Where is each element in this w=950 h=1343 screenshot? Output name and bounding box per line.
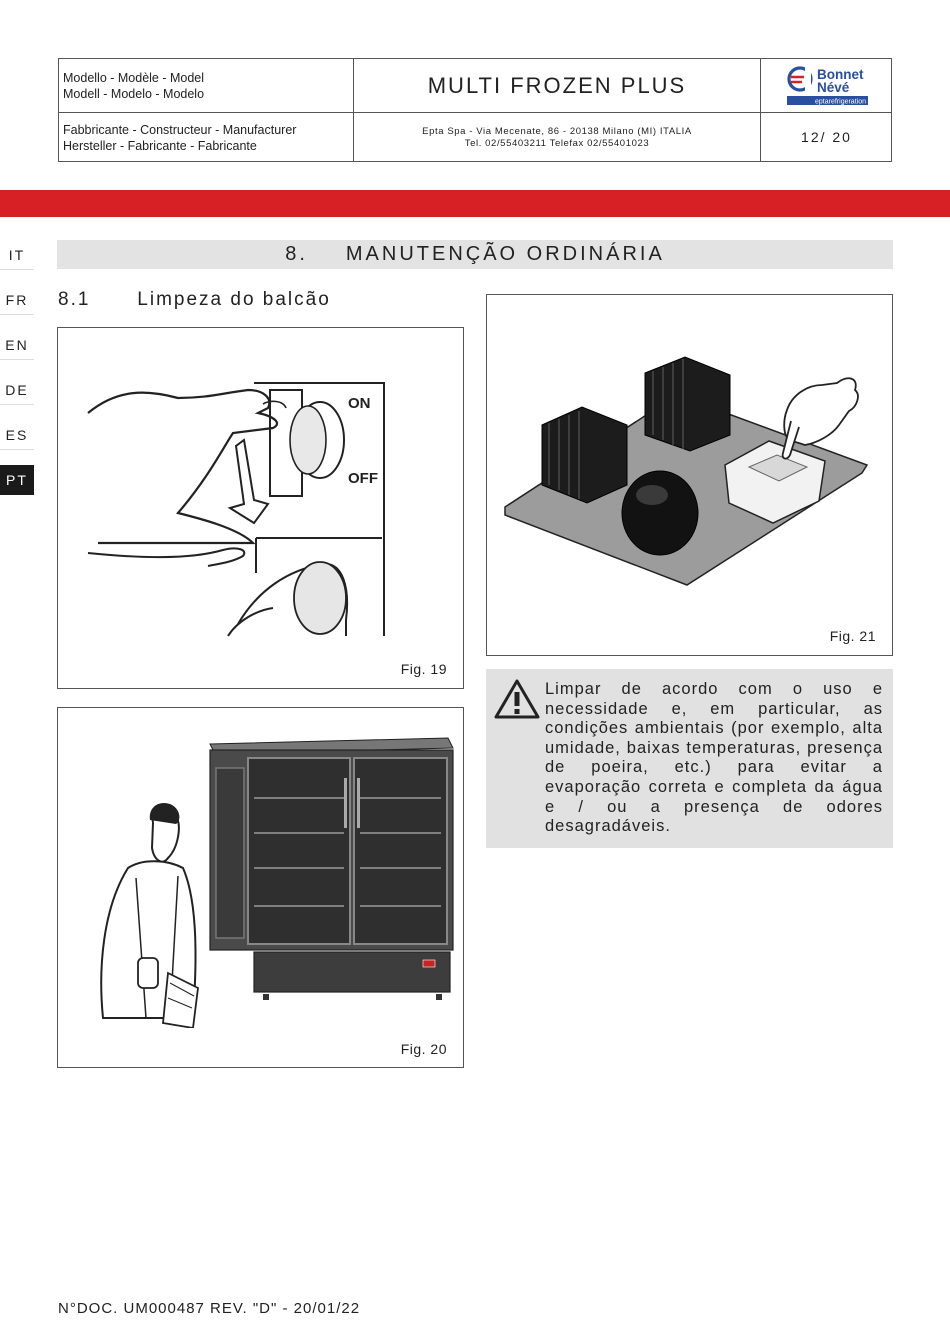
- fig21-caption: Fig. 21: [829, 628, 876, 644]
- fig20-caption: Fig. 20: [400, 1041, 447, 1057]
- lang-tab-en[interactable]: EN: [0, 330, 34, 360]
- figure-21: [486, 294, 893, 656]
- section-title: [57, 240, 893, 269]
- fig19-caption: Fig. 19: [400, 661, 447, 677]
- subsection-title: [58, 289, 331, 311]
- warning-triangle-icon: [493, 678, 541, 720]
- logo-tagline: eptarefrigeration: [815, 98, 866, 106]
- document-header: [58, 58, 892, 162]
- section-number: 8.: [285, 243, 308, 265]
- figure-19: [57, 327, 464, 689]
- section-title-text: MANUTENÇÃO ORDINÁRIA: [345, 243, 665, 265]
- warning-text: Limpar de acordo com o uso e necessidade e, em particular, as condições ambientais (por exemplo, alta umidade, baixas temperaturas, presença de poeira, etc.) para evitar a evaporação correta e completa da água e / ou a presença de odores desagradáveis.: [545, 680, 883, 836]
- figure-20: [57, 707, 464, 1068]
- manufacturer-label-line2: Hersteller - Fabricante - Fabricante: [63, 139, 257, 153]
- brand-logo: [761, 59, 892, 112]
- model-label-line2: Modell - Modelo - Modelo: [63, 87, 205, 101]
- logo-text-line2: Névé: [817, 80, 850, 95]
- cabinet-illustration: [58, 708, 463, 1028]
- manufacturer-label: [63, 122, 348, 154]
- logo-emblem-icon: [789, 67, 811, 91]
- red-divider-bar: [0, 190, 950, 217]
- manufacturer-address-line: Epta Spa - Via Mecenate, 86 - 20138 Milano (MI) ITALIA: [422, 126, 692, 137]
- model-label-line1: Modello - Modèle - Model: [63, 71, 205, 85]
- lang-tab-fr[interactable]: FR: [0, 285, 34, 315]
- page-number: 12/ 20: [801, 129, 852, 145]
- warning-box: [486, 669, 893, 848]
- document-reference: N°DOC. UM000487 REV. "D" - 20/01/22: [58, 1300, 361, 1317]
- lang-tab-de[interactable]: DE: [0, 375, 34, 405]
- subsection-title-text: Limpeza do balcão: [137, 289, 331, 310]
- on-label: ON: [348, 395, 371, 412]
- subsection-number: 8.1: [58, 289, 91, 310]
- logo-text-line1: Bonnet: [817, 67, 864, 82]
- manufacturer-address: [354, 126, 760, 150]
- lang-tab-es[interactable]: ES: [0, 420, 34, 450]
- lang-tab-it[interactable]: IT: [0, 240, 34, 270]
- manufacturer-phone-line: Tel. 02/55403211 Telefax 02/55401023: [464, 138, 650, 149]
- model-label: [63, 70, 348, 102]
- manufacturer-label-line1: Fabbricante - Constructeur - Manufacturer: [63, 123, 297, 137]
- product-name: MULTI FROZEN PLUS: [427, 73, 687, 98]
- lang-tab-pt[interactable]: PT: [0, 465, 34, 495]
- condensing-unit-illustration: [487, 295, 892, 615]
- switch-hand-illustration: [58, 328, 463, 638]
- off-label: OFF: [348, 470, 378, 487]
